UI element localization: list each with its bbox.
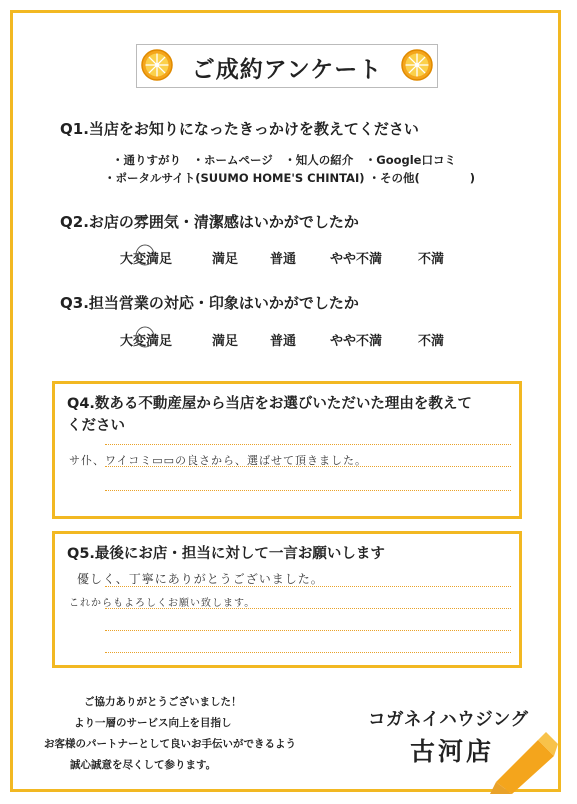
handwritten-circle-mark <box>134 243 156 267</box>
handwritten-circle-mark <box>134 325 156 349</box>
q1-options-line2: ・ポータルサイト(SUUMO HOME'S CHINTAI) ・その他( ) <box>104 171 476 185</box>
q5-handwritten-answer-line1[interactable]: 優しく、丁寧にありがとうございました。 <box>77 572 324 586</box>
lemon-slice-icon <box>401 49 433 81</box>
q4-box <box>52 381 522 519</box>
answer-line <box>105 490 511 491</box>
q2-question: Q2.お店の雰囲気・清潔感はいかがでしたか <box>60 213 359 231</box>
q5-handwritten-answer-line2[interactable]: これからもよろしくお願い致します。 <box>69 598 256 609</box>
q2-rating-satisfied[interactable]: 満足 <box>212 252 239 267</box>
q3-rating-neutral[interactable]: 普通 <box>270 334 297 349</box>
answer-line <box>105 652 511 653</box>
company-logo-name: コガネイハウジング <box>368 710 529 730</box>
q1-question: Q1.当店をお知りになったきっかけを教えてください <box>60 120 419 138</box>
q3-rating-somewhat-dissatisfied[interactable]: やや不満 <box>330 334 383 349</box>
thanks-line-2: より一層のサービス向上を目指し <box>74 717 232 729</box>
q2-rating-dissatisfied[interactable]: 不満 <box>418 252 445 267</box>
q3-question: Q3.担当営業の対応・印象はいかがでしたか <box>60 294 359 312</box>
lemon-slice-icon <box>141 49 173 81</box>
answer-line <box>105 466 511 467</box>
q4-question-line2: ください <box>67 418 125 434</box>
q5-box <box>52 531 522 668</box>
thanks-line-4: 誠心誠意を尽くして参ります。 <box>70 759 217 771</box>
q2-rating-somewhat-dissatisfied[interactable]: やや不満 <box>330 252 383 267</box>
q4-question-line1: Q4.数ある不動産屋から当店をお選びいただいた理由を教えて <box>67 396 472 412</box>
page-title: ご成約アンケート <box>191 57 383 83</box>
thanks-message <box>44 692 296 776</box>
q3-rating-dissatisfied[interactable]: 不満 <box>418 334 445 349</box>
answer-line <box>105 608 511 609</box>
q5-question: Q5.最後にお店・担当に対して一言お願いします <box>67 546 385 562</box>
pencil-decoration-icon <box>488 720 558 795</box>
q4-handwritten-answer[interactable]: サ仆、ワイコミ▭▭の良さから、選ばせて頂きました。 <box>69 454 368 467</box>
q3-rating-very-satisfied[interactable]: 大変満足 <box>120 334 173 349</box>
q1-options-line1: ・通りすがり ・ホームページ ・知人の紹介 ・Google口コミ <box>112 153 456 167</box>
thanks-line-1: ご協力ありがとうございました！ <box>84 696 242 708</box>
q3-rating-satisfied[interactable]: 満足 <box>212 334 239 349</box>
answer-line <box>105 586 511 587</box>
q2-rating-neutral[interactable]: 普通 <box>270 252 297 267</box>
title-banner <box>136 44 438 88</box>
thanks-line-3: お客様のパートナーとして良いお手伝いができるよう <box>44 738 296 750</box>
company-logo-branch: 古河店 <box>410 737 495 766</box>
answer-line <box>105 630 511 631</box>
q2-rating-very-satisfied[interactable]: 大変満足 <box>120 252 173 267</box>
answer-line <box>105 444 511 445</box>
